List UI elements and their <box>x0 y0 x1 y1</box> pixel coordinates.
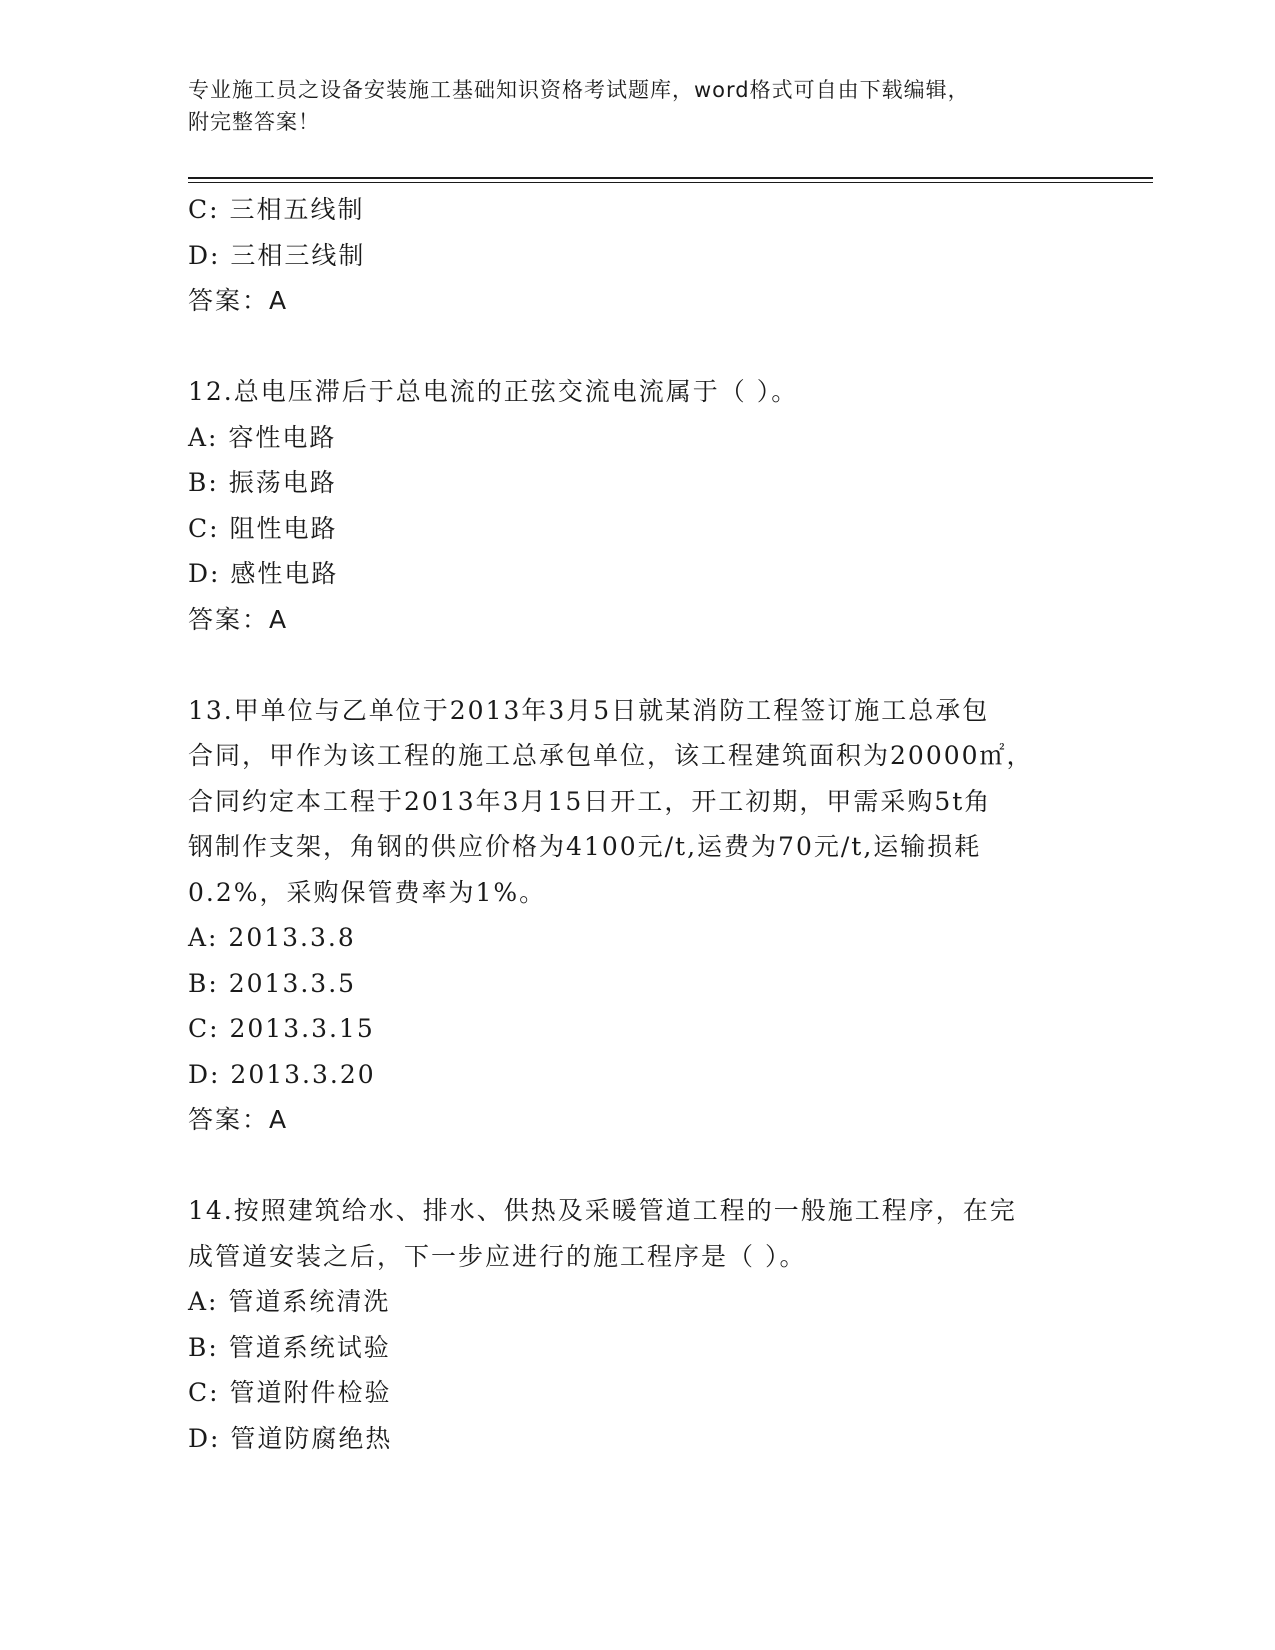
option-a: A: 管道系统清洗 <box>188 1287 391 1316</box>
spacer <box>188 324 1088 370</box>
option-a: A: 2013.3.8 <box>188 923 356 952</box>
option-a: A: 容性电路 <box>188 422 337 452</box>
answer: 答案：A <box>188 1105 289 1134</box>
question-stem-line: 成管道安装之后，下一步应进行的施工程序是（ ）。 <box>188 1241 807 1271</box>
question-12 <box>188 369 1088 642</box>
question-stem-line: 钢制作支架，角钢的供应价格为4100元/t,运费为70元/t,运输损耗 <box>188 832 982 861</box>
spacer <box>188 642 1088 688</box>
document-header <box>188 74 1088 138</box>
question-prev <box>188 187 1088 324</box>
question-stem: 12.总电压滞后于总电流的正弦交流电流属于（ ）。 <box>188 377 799 406</box>
question-stem-line: 13.甲单位与乙单位于2013年3月5日就某消防工程签订施工总承包 <box>188 695 990 725</box>
question-stem-line: 14.按照建筑给水、排水、供热及采暖管道工程的一般施工程序，在完 <box>188 1196 1017 1225</box>
header-divider <box>188 177 1153 183</box>
option-b: B: 2013.3.5 <box>188 968 357 998</box>
question-stem-line: 0.2%，采购保管费率为1%。 <box>188 877 547 907</box>
option-c: C: 2013.3.15 <box>188 1014 375 1043</box>
question-14 <box>188 1188 1088 1461</box>
option-c: C: 管道附件检验 <box>188 1378 392 1407</box>
option-d: D: 管道防腐绝热 <box>188 1423 393 1453</box>
spacer <box>188 1143 1088 1189</box>
option-c: C: 阻性电路 <box>188 513 338 543</box>
question-list <box>188 187 1088 1461</box>
option-d: D: 三相三线制 <box>188 240 366 270</box>
option-d: D: 感性电路 <box>188 559 339 588</box>
answer: 答案：A <box>188 604 289 634</box>
question-stem-line: 合同约定本工程于2013年3月15日开工，开工初期，甲需采购5t角 <box>188 786 992 816</box>
header-line-1: 专业施工员之设备安装施工基础知识资格考试题库，word格式可自由下载编辑， <box>188 78 970 102</box>
answer: 答案：A <box>188 286 289 315</box>
header-line-2: 附完整答案！ <box>188 110 320 134</box>
option-b: B: 振荡电路 <box>188 468 337 497</box>
option-d: D: 2013.3.20 <box>188 1059 376 1089</box>
question-13 <box>188 688 1088 1143</box>
option-b: B: 管道系统试验 <box>188 1332 391 1362</box>
option-c: C: 三相五线制 <box>188 195 365 224</box>
question-stem-line: 合同，甲作为该工程的施工总承包单位，该工程建筑面积为20000㎡， <box>188 741 1034 770</box>
